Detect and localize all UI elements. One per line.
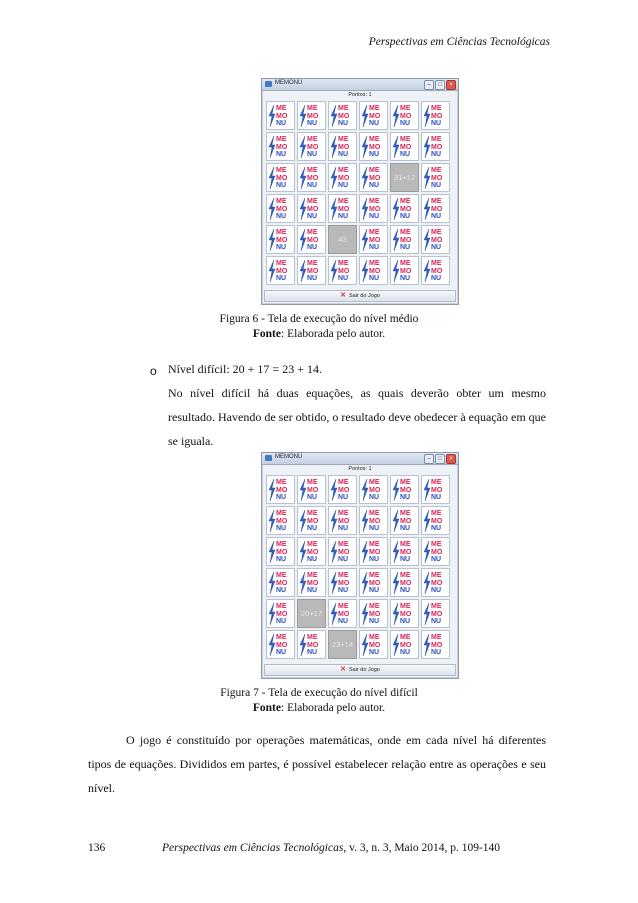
memory-card[interactable] <box>297 256 326 285</box>
lightning-bolt-icon <box>299 167 307 189</box>
memonu-logo: ME MO NU <box>307 260 319 282</box>
revealed-card[interactable] <box>328 630 357 659</box>
lightning-bolt-icon <box>392 541 400 563</box>
memonu-logo: ME MO NU <box>307 479 319 501</box>
memory-card[interactable] <box>266 163 295 192</box>
lightning-bolt-icon <box>423 510 431 532</box>
memory-card[interactable] <box>359 256 388 285</box>
memonu-logo: ME MO NU <box>431 105 443 127</box>
minimize-icon[interactable]: – <box>424 80 434 90</box>
memory-card[interactable] <box>359 194 388 223</box>
figure-7-source-label: Fonte <box>252 702 281 714</box>
figure-6-source-label: Fonte <box>252 328 281 340</box>
lightning-bolt-icon <box>299 229 307 251</box>
memory-card[interactable] <box>359 630 388 659</box>
lightning-bolt-icon <box>361 572 369 594</box>
memonu-logo: ME MO NU <box>338 260 350 282</box>
lightning-bolt-icon <box>361 167 369 189</box>
memory-card[interactable] <box>328 475 357 504</box>
memonu-logo: ME MO NU <box>338 603 350 625</box>
memory-card[interactable] <box>297 537 326 566</box>
memonu-logo: ME MO NU <box>276 572 288 594</box>
exit-game-button[interactable] <box>264 290 456 302</box>
memory-card[interactable] <box>421 506 450 535</box>
lightning-bolt-icon <box>330 603 338 625</box>
lightning-bolt-icon <box>268 198 276 220</box>
memory-card[interactable] <box>421 537 450 566</box>
memory-card[interactable] <box>390 101 419 130</box>
memory-card[interactable] <box>421 101 450 130</box>
lightning-bolt-icon <box>361 229 369 251</box>
memory-card[interactable] <box>359 475 388 504</box>
memory-card[interactable] <box>266 568 295 597</box>
lightning-bolt-icon <box>330 198 338 220</box>
memory-card[interactable] <box>266 506 295 535</box>
memory-card[interactable] <box>266 101 295 130</box>
maximize-icon[interactable]: □ <box>435 454 445 464</box>
lightning-bolt-icon <box>268 603 276 625</box>
lightning-bolt-icon <box>392 479 400 501</box>
memonu-logo: ME MO NU <box>338 167 350 189</box>
lightning-bolt-icon <box>299 541 307 563</box>
memory-card[interactable] <box>421 194 450 223</box>
lightning-bolt-icon <box>361 510 369 532</box>
footer-citation-details: , v. 3, n. 3, Maio 2014, p. 109-140 <box>343 842 501 854</box>
lightning-bolt-icon <box>392 603 400 625</box>
memonu-logo: ME MO NU <box>431 603 443 625</box>
memory-card[interactable] <box>359 132 388 161</box>
lightning-bolt-icon <box>423 603 431 625</box>
memonu-logo: ME MO NU <box>338 572 350 594</box>
revealed-card[interactable] <box>297 599 326 628</box>
bullet-title: Nível difícil: 20 + 17 = 23 + 14. <box>168 362 322 376</box>
lightning-bolt-icon <box>268 479 276 501</box>
memonu-logo: ME MO NU <box>338 510 350 532</box>
memonu-logo: ME MO NU <box>369 105 381 127</box>
memory-card[interactable] <box>359 101 388 130</box>
memonu-logo: ME MO NU <box>400 603 412 625</box>
memory-card[interactable] <box>328 568 357 597</box>
body-paragraph-text: O jogo é constituído por operações matemáticas, onde em cada nível há diferentes tipos de equações. Divididos em partes, é possível estabelecer relação entre as operações e seu nível. <box>88 733 546 795</box>
memonu-logo: ME MO NU <box>400 136 412 158</box>
revealed-card-value: 31+12 <box>393 173 416 182</box>
memonu-logo: ME MO NU <box>369 229 381 251</box>
lightning-bolt-icon <box>330 136 338 158</box>
memonu-logo: ME MO NU <box>307 198 319 220</box>
memonu-logo: ME MO NU <box>400 105 412 127</box>
lightning-bolt-icon <box>361 260 369 282</box>
memory-card[interactable] <box>359 225 388 254</box>
lightning-bolt-icon <box>361 634 369 656</box>
lightning-bolt-icon <box>361 198 369 220</box>
lightning-bolt-icon <box>330 260 338 282</box>
memory-card[interactable] <box>421 256 450 285</box>
memory-card[interactable] <box>390 599 419 628</box>
window-title: MEMONU <box>275 80 303 86</box>
memory-card[interactable] <box>297 132 326 161</box>
revealed-card-value: 23+14 <box>331 640 354 649</box>
memory-card[interactable] <box>266 475 295 504</box>
lightning-bolt-icon <box>299 510 307 532</box>
lightning-bolt-icon <box>423 541 431 563</box>
figure-6-caption <box>0 312 638 342</box>
exit-game-label: Sair do Jogo <box>348 667 380 673</box>
memonu-logo: ME MO NU <box>369 479 381 501</box>
memory-card[interactable] <box>390 256 419 285</box>
lightning-bolt-icon <box>268 634 276 656</box>
lightning-bolt-icon <box>361 541 369 563</box>
memory-card[interactable] <box>390 630 419 659</box>
memory-card[interactable] <box>390 194 419 223</box>
score-display: Pontos: 1 <box>348 92 372 98</box>
memonu-logo: ME MO NU <box>307 510 319 532</box>
window-title: MEMONU <box>275 454 303 460</box>
window-titlebar <box>262 453 458 465</box>
lightning-bolt-icon <box>299 136 307 158</box>
lightning-bolt-icon <box>423 229 431 251</box>
memonu-logo: ME MO NU <box>276 479 288 501</box>
memonu-logo: ME MO NU <box>276 198 288 220</box>
exit-game-button[interactable] <box>264 664 456 676</box>
memonu-logo: ME MO NU <box>307 541 319 563</box>
memonu-logo: ME MO NU <box>369 634 381 656</box>
lightning-bolt-icon <box>299 572 307 594</box>
lightning-bolt-icon <box>330 167 338 189</box>
maximize-icon[interactable]: □ <box>435 80 445 90</box>
memory-card[interactable] <box>421 132 450 161</box>
memonu-logo: ME MO NU <box>431 260 443 282</box>
footer-citation <box>162 842 500 854</box>
memonu-logo: ME MO NU <box>338 541 350 563</box>
close-icon[interactable]: × <box>446 80 456 90</box>
lightning-bolt-icon <box>423 198 431 220</box>
memory-card[interactable] <box>266 630 295 659</box>
lightning-bolt-icon <box>268 136 276 158</box>
app-icon <box>265 455 272 461</box>
memory-card[interactable] <box>390 568 419 597</box>
memory-card[interactable] <box>266 194 295 223</box>
memonu-logo: ME MO NU <box>276 229 288 251</box>
memonu-logo: ME MO NU <box>338 136 350 158</box>
lightning-bolt-icon <box>299 479 307 501</box>
memonu-logo: ME MO NU <box>369 541 381 563</box>
memonu-logo: ME MO NU <box>400 479 412 501</box>
lightning-bolt-icon <box>361 136 369 158</box>
lightning-bolt-icon <box>423 260 431 282</box>
memonu-logo: ME MO NU <box>431 167 443 189</box>
memory-card[interactable] <box>359 599 388 628</box>
memory-card[interactable] <box>328 132 357 161</box>
memonu-logo: ME MO NU <box>276 510 288 532</box>
exit-game-label: Sair do Jogo <box>348 293 380 299</box>
lightning-bolt-icon <box>330 572 338 594</box>
memonu-logo: ME MO NU <box>400 510 412 532</box>
memory-card[interactable] <box>359 163 388 192</box>
memory-card[interactable] <box>421 475 450 504</box>
body-paragraph <box>88 728 546 800</box>
memory-card[interactable] <box>297 101 326 130</box>
memonu-logo: ME MO NU <box>276 136 288 158</box>
memory-card[interactable] <box>297 194 326 223</box>
lightning-bolt-icon <box>423 572 431 594</box>
lightning-bolt-icon <box>268 229 276 251</box>
memonu-logo: ME MO NU <box>307 634 319 656</box>
memonu-logo: ME MO NU <box>307 572 319 594</box>
memonu-logo: ME MO NU <box>307 105 319 127</box>
memonu-logo: ME MO NU <box>369 198 381 220</box>
lightning-bolt-icon <box>299 198 307 220</box>
memory-card[interactable] <box>266 599 295 628</box>
memonu-logo: ME MO NU <box>400 541 412 563</box>
lightning-bolt-icon <box>330 541 338 563</box>
memonu-logo: ME MO NU <box>431 229 443 251</box>
footer-journal: Perspectivas em Ciências Tecnológicas <box>162 842 344 854</box>
close-icon[interactable]: × <box>446 454 456 464</box>
lightning-bolt-icon <box>361 479 369 501</box>
memonu-logo: ME MO NU <box>400 229 412 251</box>
memonu-logo: ME MO NU <box>338 479 350 501</box>
lightning-bolt-icon <box>268 167 276 189</box>
memory-card[interactable] <box>421 599 450 628</box>
app-icon <box>265 81 272 87</box>
exit-x-icon: ✕ <box>340 666 346 673</box>
memonu-logo: ME MO NU <box>431 634 443 656</box>
lightning-bolt-icon <box>423 105 431 127</box>
lightning-bolt-icon <box>392 634 400 656</box>
lightning-bolt-icon <box>392 136 400 158</box>
memory-card[interactable] <box>297 225 326 254</box>
memory-card[interactable] <box>421 163 450 192</box>
lightning-bolt-icon <box>330 105 338 127</box>
lightning-bolt-icon <box>423 167 431 189</box>
memory-card[interactable] <box>390 537 419 566</box>
memory-card[interactable] <box>328 506 357 535</box>
lightning-bolt-icon <box>330 479 338 501</box>
memonu-logo: ME MO NU <box>369 603 381 625</box>
memonu-logo: ME MO NU <box>276 603 288 625</box>
lightning-bolt-icon <box>330 510 338 532</box>
revealed-card-value: 20+17 <box>300 609 323 618</box>
memonu-logo: ME MO NU <box>276 634 288 656</box>
memory-card[interactable] <box>266 132 295 161</box>
lightning-bolt-icon <box>392 105 400 127</box>
memory-card[interactable] <box>297 630 326 659</box>
lightning-bolt-icon <box>392 229 400 251</box>
figure-6-caption-text: Figura 6 - Tela de execução do nível médio <box>219 313 419 325</box>
memory-card[interactable] <box>390 475 419 504</box>
memory-card[interactable] <box>421 225 450 254</box>
memonu-logo: ME MO NU <box>369 510 381 532</box>
figure-7-source-text: : Elaborada pelo autor. <box>281 702 386 714</box>
lightning-bolt-icon <box>268 510 276 532</box>
lightning-bolt-icon <box>268 572 276 594</box>
memonu-logo: ME MO NU <box>369 136 381 158</box>
memory-card[interactable] <box>297 475 326 504</box>
memonu-logo: ME MO NU <box>400 634 412 656</box>
memonu-logo: ME MO NU <box>276 105 288 127</box>
lightning-bolt-icon <box>361 105 369 127</box>
memory-card[interactable] <box>390 506 419 535</box>
memory-card[interactable] <box>297 163 326 192</box>
lightning-bolt-icon <box>392 198 400 220</box>
memory-card[interactable] <box>390 132 419 161</box>
lightning-bolt-icon <box>392 572 400 594</box>
figure-7-screenshot <box>261 452 459 679</box>
bullet-text: No nível difícil há duas equações, as quais deverão obter um mesmo resultado. Havendo de ser obtido, o resultado deve obedecer à equação em que se iguala. <box>168 386 546 448</box>
exit-x-icon: ✕ <box>340 292 346 299</box>
lightning-bolt-icon <box>423 136 431 158</box>
memory-card[interactable] <box>266 225 295 254</box>
memonu-logo: ME MO NU <box>338 105 350 127</box>
memonu-logo: ME MO NU <box>307 136 319 158</box>
figure-6-source-text: : Elaborada pelo autor. <box>281 328 386 340</box>
lightning-bolt-icon <box>299 260 307 282</box>
memonu-logo: ME MO NU <box>307 167 319 189</box>
memonu-logo: ME MO NU <box>276 260 288 282</box>
lightning-bolt-icon <box>299 634 307 656</box>
memory-card[interactable] <box>266 256 295 285</box>
lightning-bolt-icon <box>268 105 276 127</box>
memonu-logo: ME MO NU <box>369 260 381 282</box>
memory-card[interactable] <box>328 163 357 192</box>
memonu-logo: ME MO NU <box>431 572 443 594</box>
memonu-logo: ME MO NU <box>369 572 381 594</box>
memonu-logo: ME MO NU <box>276 167 288 189</box>
memonu-logo: ME MO NU <box>431 479 443 501</box>
memory-card[interactable] <box>421 630 450 659</box>
memory-card[interactable] <box>328 101 357 130</box>
revealed-card-value: 43 <box>338 235 347 244</box>
memonu-logo: ME MO NU <box>369 167 381 189</box>
card-grid <box>266 475 450 659</box>
memory-card[interactable] <box>359 506 388 535</box>
memory-card[interactable] <box>297 568 326 597</box>
memory-card[interactable] <box>359 537 388 566</box>
revealed-card[interactable] <box>390 163 419 192</box>
memory-card[interactable] <box>328 599 357 628</box>
memory-card[interactable] <box>328 194 357 223</box>
memonu-logo: ME MO NU <box>431 510 443 532</box>
memonu-logo: ME MO NU <box>431 136 443 158</box>
lightning-bolt-icon <box>299 105 307 127</box>
memory-card[interactable] <box>390 225 419 254</box>
memory-card[interactable] <box>297 506 326 535</box>
lightning-bolt-icon <box>268 541 276 563</box>
minimize-icon[interactable]: – <box>424 454 434 464</box>
memory-card[interactable] <box>266 537 295 566</box>
memory-card[interactable] <box>359 568 388 597</box>
lightning-bolt-icon <box>392 260 400 282</box>
memory-card[interactable] <box>328 537 357 566</box>
memonu-logo: ME MO NU <box>307 229 319 251</box>
memonu-logo: ME MO NU <box>431 541 443 563</box>
figure-7-caption-text: Figura 7 - Tela de execução do nível difícil <box>220 687 418 699</box>
lightning-bolt-icon <box>361 603 369 625</box>
memory-card[interactable] <box>421 568 450 597</box>
figure-6-screenshot <box>261 78 459 305</box>
score-display: Pontos: 1 <box>348 466 372 472</box>
memonu-logo: ME MO NU <box>431 198 443 220</box>
memonu-logo: ME MO NU <box>400 572 412 594</box>
memonu-logo: ME MO NU <box>400 198 412 220</box>
card-grid <box>266 101 450 285</box>
bullet-marker: o <box>150 364 157 378</box>
revealed-card[interactable] <box>328 225 357 254</box>
running-header: Perspectivas em Ciências Tecnológicas <box>368 36 550 48</box>
figure-7-caption <box>0 686 638 716</box>
lightning-bolt-icon <box>423 479 431 501</box>
lightning-bolt-icon <box>268 260 276 282</box>
lightning-bolt-icon <box>423 634 431 656</box>
window-titlebar <box>262 79 458 91</box>
page-number: 136 <box>88 842 106 854</box>
memonu-logo: ME MO NU <box>338 198 350 220</box>
memonu-logo: ME MO NU <box>400 260 412 282</box>
memonu-logo: ME MO NU <box>276 541 288 563</box>
memory-card[interactable] <box>328 256 357 285</box>
lightning-bolt-icon <box>392 510 400 532</box>
